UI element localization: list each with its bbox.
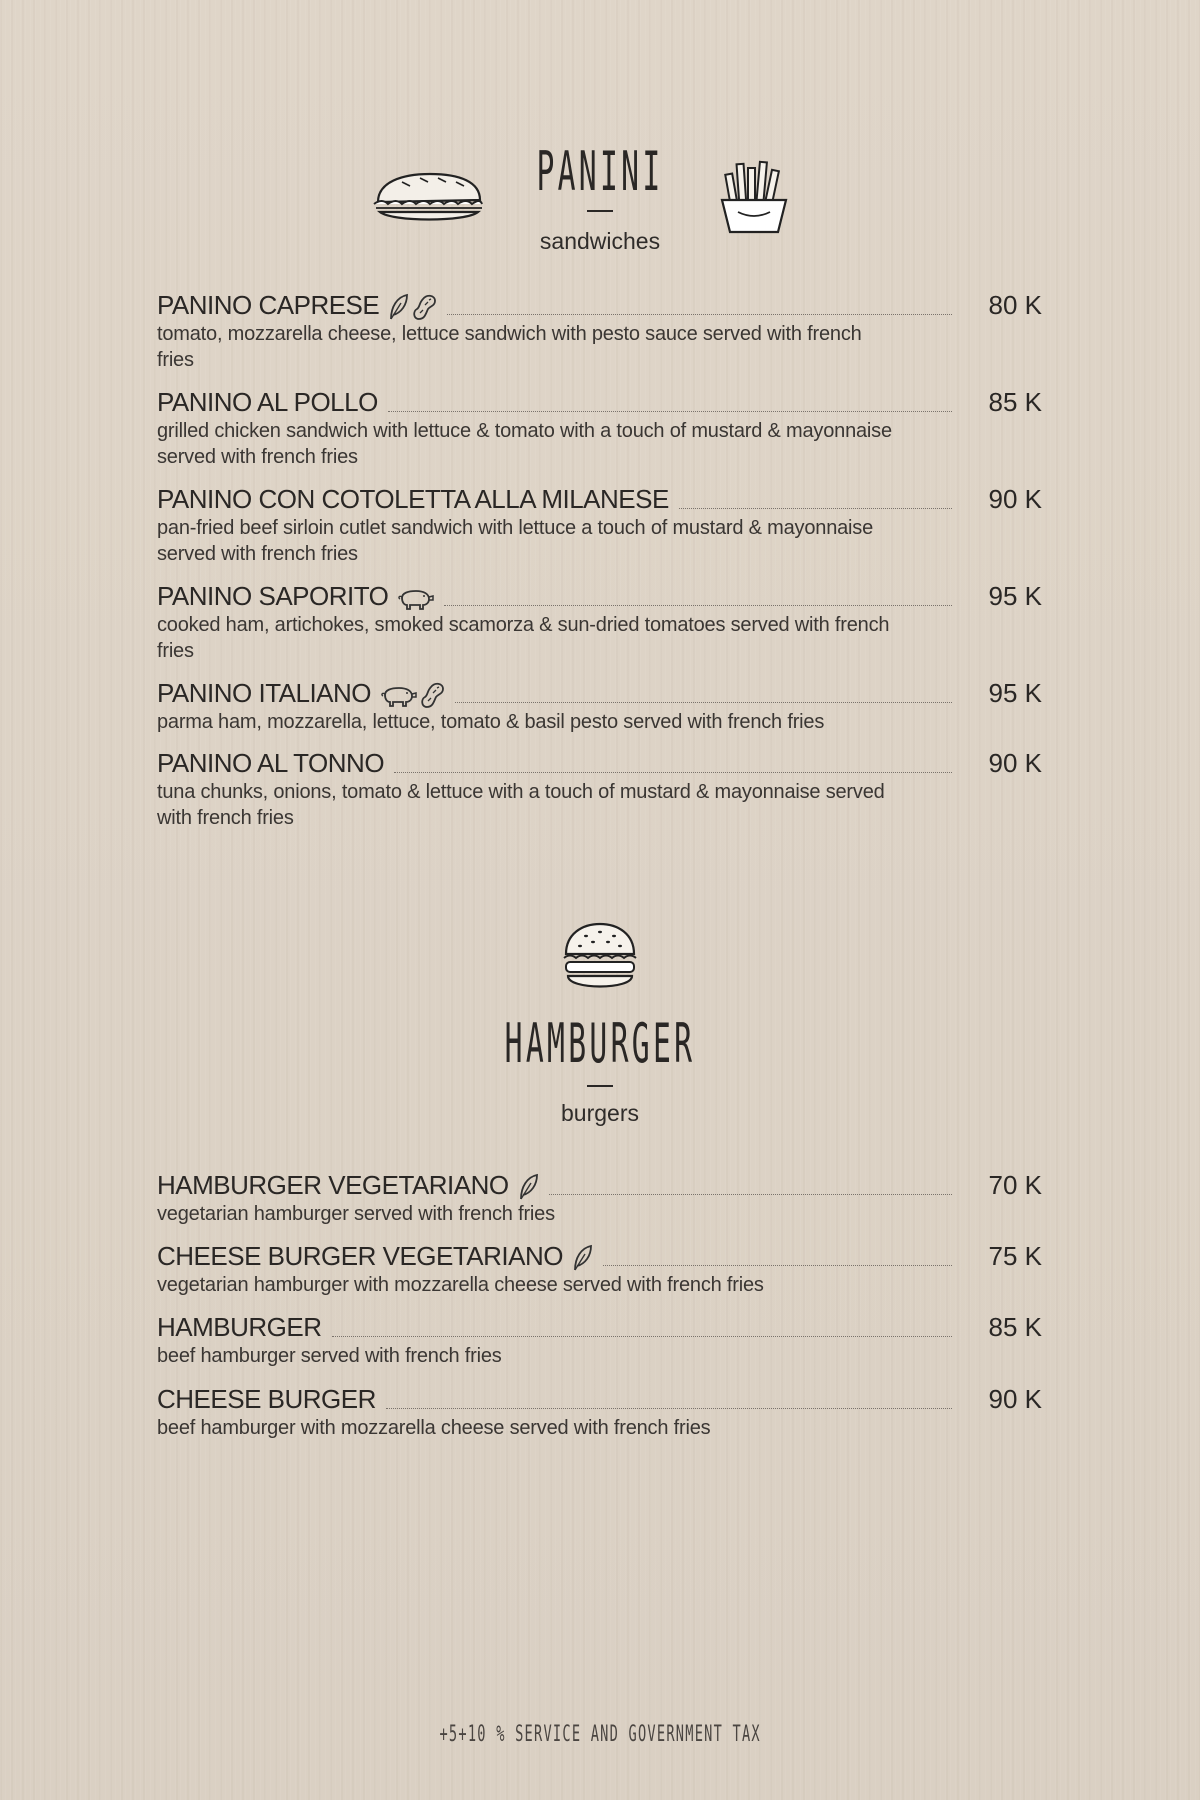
tax-note-text: +5+10 % SERVICE AND GOVERNMENT TAX <box>439 1722 761 1747</box>
item-name: PANINO AL POLLO <box>157 387 378 417</box>
item-price: 75 K <box>988 1241 1042 1271</box>
menu-item <box>157 1312 1042 1369</box>
item-price: 85 K <box>988 387 1042 417</box>
item-name: PANINO SAPORITO <box>157 581 389 611</box>
item-price: 90 K <box>988 748 1042 778</box>
item-description: parma ham, mozzarella, lettuce, tomato & basil pesto served with french fries <box>157 711 825 733</box>
item-description: pan-fried beef sirloin cutlet sandwich with lettuce a touch of mustard & mayonnaise served with french fries <box>157 517 874 565</box>
tax-note <box>0 1722 1200 1747</box>
item-name: PANINO CAPRESE <box>157 290 380 320</box>
item-description: tomato, mozzarella cheese, lettuce sandwich with pesto sauce served with french fries <box>157 323 862 371</box>
item-price: 90 K <box>988 484 1042 514</box>
item-price: 85 K <box>988 1312 1042 1342</box>
panini-title: PANINI <box>536 140 664 203</box>
item-description: vegetarian hamburger with mozzarella cheese served with french fries <box>157 1274 764 1296</box>
item-description: vegetarian hamburger served with french fries <box>157 1203 555 1225</box>
item-description: beef hamburger served with french fries <box>157 1345 502 1367</box>
leader-dots <box>386 1408 952 1409</box>
item-name: CHEESE BURGER <box>157 1384 376 1414</box>
leader-dots <box>332 1336 952 1337</box>
hamburger-subtitle: burgers <box>561 1100 639 1126</box>
leader-dots <box>549 1194 952 1195</box>
hamburger-title: HAMBURGER <box>504 1012 696 1075</box>
item-name: HAMBURGER <box>157 1312 322 1342</box>
hamburger-title-dash <box>587 1085 613 1087</box>
leaf-icon <box>517 1173 539 1201</box>
item-description: tuna chunks, onions, tomato & lettuce with a touch of mustard & mayonnaise served with french fries <box>157 781 885 829</box>
leader-dots <box>603 1265 952 1266</box>
item-price: 70 K <box>988 1170 1042 1200</box>
item-name: HAMBURGER VEGETARIANO <box>157 1170 509 1200</box>
item-description: grilled chicken sandwich with lettuce & tomato with a touch of mustard & mayonnaise served with french fries <box>157 420 892 468</box>
item-price: 80 K <box>988 290 1042 320</box>
item-name: PANINO ITALIANO <box>157 678 372 708</box>
item-name: PANINO CON COTOLETTA ALLA MILANESE <box>157 484 669 514</box>
panini-subtitle: sandwiches <box>539 228 661 254</box>
item-name: PANINO AL TONNO <box>157 748 385 778</box>
menu-item <box>157 1241 1042 1298</box>
item-name: CHEESE BURGER VEGETARIANO <box>157 1241 563 1271</box>
burger-icon <box>560 920 640 994</box>
item-price: 90 K <box>988 1384 1042 1414</box>
leaf-icon <box>571 1244 593 1272</box>
menu-item <box>157 1170 1042 1227</box>
menu-item <box>157 1384 1042 1441</box>
item-description: beef hamburger with mozzarella cheese served with french fries <box>157 1417 711 1439</box>
item-price: 95 K <box>988 581 1042 611</box>
item-price: 95 K <box>988 678 1042 708</box>
item-description: cooked ham, artichokes, smoked scamorza & sun-dried tomatoes served with french fries <box>157 614 890 662</box>
